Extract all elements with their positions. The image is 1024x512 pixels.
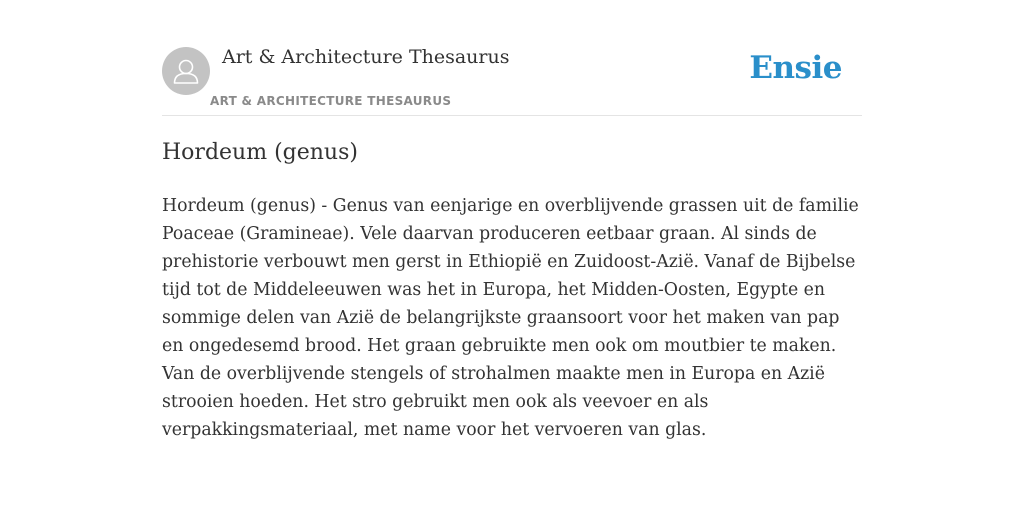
entry-header: [162, 0, 862, 116]
brand-logo[interactable]: Ensie: [749, 50, 842, 86]
avatar[interactable]: [162, 47, 210, 95]
entry-title: Hordeum (genus): [162, 140, 358, 165]
user-icon: [162, 47, 210, 95]
source-label[interactable]: ART & ARCHITECTURE THESAURUS: [210, 94, 452, 108]
entry-body: Hordeum (genus) - Genus van eenjarige en overblijvende grassen uit de familie Poaceae (Gramineae). Vele daarvan produceren eetbaar graan. Al sinds de prehistorie verbouwt men gerst in Ethiopië en Zuidoost-Azië. Vanaf de Bijbelse tijd tot de Middeleeuwen was het in Europa, het Midden-Oosten, Egypte en sommige delen van Azië de belangrijkste graansoort voor het maken van pap en ongedesemd brood. Het graan gebruikte men ook om moutbier te maken. Van de overblijvende stengels of strohalmen maakte men in Europa en Azië strooien hoeden. Het stro gebruikt men ook als veevoer en als verpakkingsmateriaal, met name voor het vervoeren van glas.: [162, 196, 859, 440]
author-name[interactable]: Art & Architecture Thesaurus: [222, 46, 510, 68]
entry-card: [162, 0, 862, 440]
